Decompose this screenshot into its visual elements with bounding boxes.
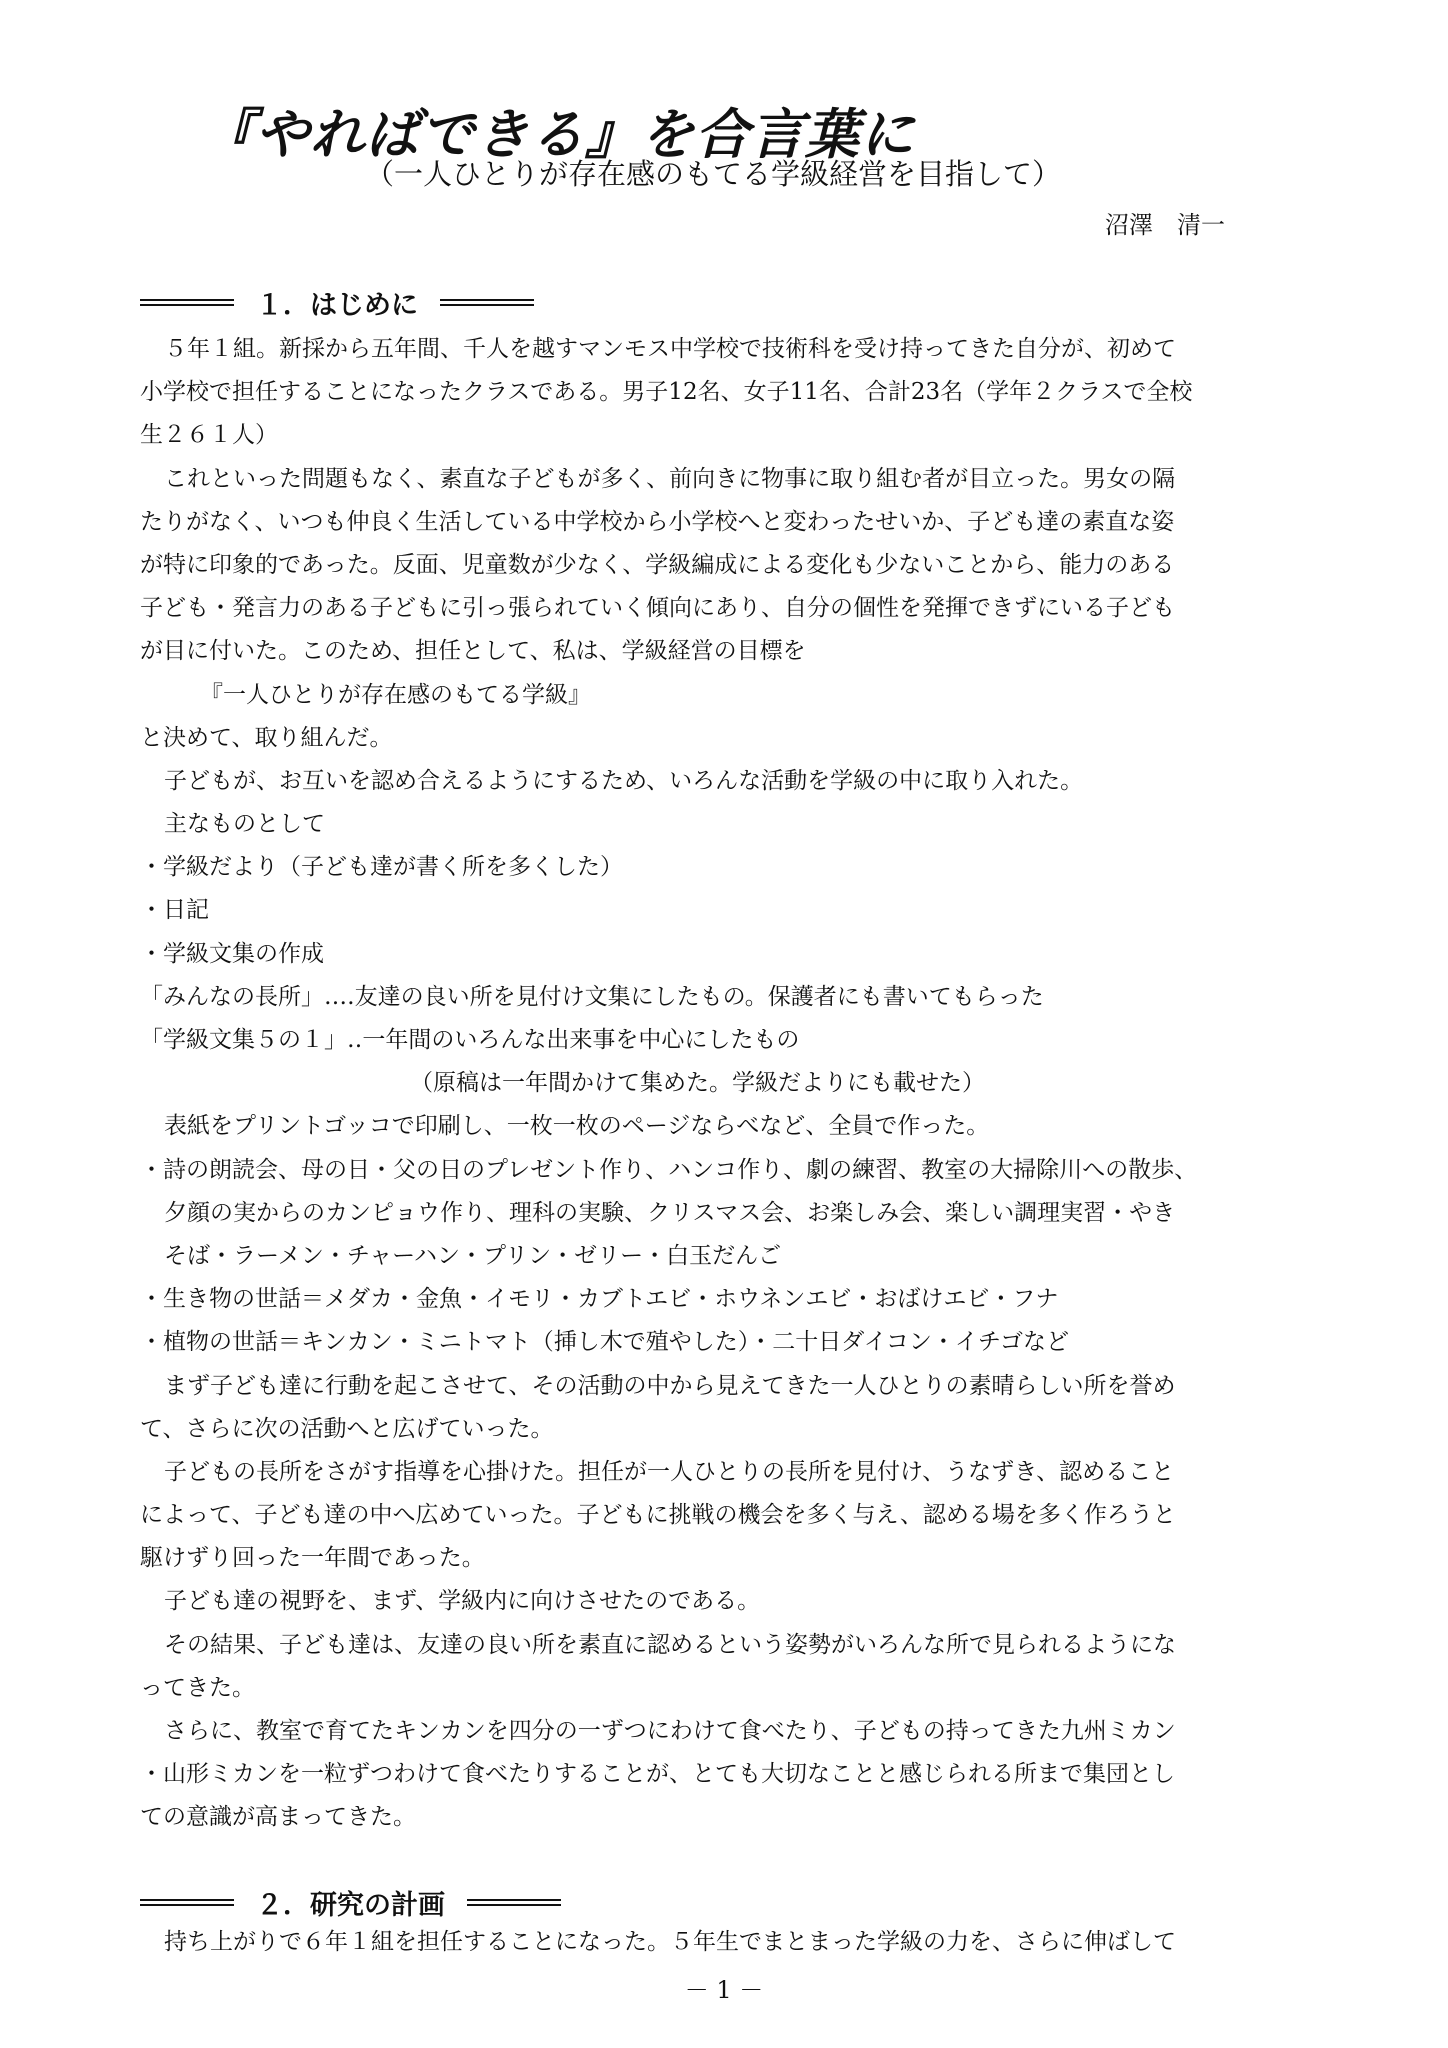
- text-line: 子ども・発言力のある子どもに引っ張られていく傾向にあり、自分の個性を発揮できずにいる子ども: [140, 595, 1175, 622]
- list-item: ・植物の世話＝キンカン・ミニトマト（挿し木で殖やした）・二十日ダイコン・イチゴなど: [140, 1329, 1069, 1356]
- text-line: 駆けずり回った一年間であった。: [140, 1545, 485, 1572]
- text-line: 小学校で担任することになったクラスである。男子12名、女子11名、合計23名（学年２クラスで全校: [140, 379, 1193, 406]
- section1-body: [140, 328, 1320, 1840]
- text-line: 主なものとして: [164, 811, 325, 838]
- section-heading-research-plan: [140, 1882, 561, 1922]
- text-line: 生２６１人）: [140, 422, 278, 449]
- text-line: と決めて、取り組んだ。: [140, 724, 393, 751]
- list-item: ・詩の朗読会、母の日・父の日のプレゼント作り、ハンコ作り、劇の練習、教室の大掃除川への散歩、: [140, 1156, 1198, 1183]
- list-item: ・日記: [140, 897, 209, 924]
- goal-quote: 『一人ひとりが存在感のもてる学級』: [200, 681, 591, 708]
- list-item: ・生き物の世話＝メダカ・金魚・イモリ・カブトエビ・ホウネンエビ・おばけエビ・フナ: [140, 1286, 1059, 1313]
- text-line: 表紙をプリントゴッコで印刷し、一枚一枚のページならべなど、全員で作った。: [164, 1113, 990, 1140]
- list-item: ・学級文集の作成: [140, 940, 324, 967]
- text-line: ５年１組。新採から五年間、千人を越すマンモス中学校で技術科を受け持ってきた自分が、初めて: [164, 336, 1176, 362]
- text-line: 持ち上がりで６年１組を担任することになった。５年生でまとまった学級の力を、さらに伸ばして: [164, 1929, 1176, 1955]
- section-heading-label: ２．研究の計画: [256, 1889, 445, 1921]
- section-heading-introduction: [140, 282, 534, 322]
- list-item-continuation: そば・ラーメン・チャーハン・プリン・ゼリー・白玉だんご: [164, 1242, 782, 1269]
- list-item: 「みんなの長所」‥‥友達の良い所を見付け文集にしたもの。保護者にも書いてもらった: [140, 983, 1044, 1010]
- double-rule-right: [467, 1899, 561, 1906]
- double-rule-left: [140, 1899, 234, 1906]
- section-heading-label: １．はじめに: [256, 289, 418, 321]
- page-number: － 1 －: [684, 1976, 764, 2004]
- text-line: ての意識が高まってきた。: [140, 1804, 416, 1831]
- text-line: が目に付いた。このため、担任として、私は、学級経営の目標を: [140, 638, 806, 665]
- list-item: 「学級文集５の１」‥一年間のいろんな出来事を中心にしたもの: [140, 1027, 800, 1053]
- text-line: たりがなく、いつも仲良く生活している中学校から小学校へと変わったせいか、子ども達の素直な姿: [140, 508, 1175, 535]
- text-line: これといった問題もなく、素直な子どもが多く、前向きに物事に取り組む者が目立った。男女の隔: [164, 465, 1176, 492]
- text-line: 子どもの長所をさがす指導を心掛けた。担任が一人ひとりの長所を見付け、うなずき、認めること: [164, 1458, 1175, 1485]
- double-rule-left: [140, 299, 234, 306]
- text-line: て、さらに次の活動へと広げていった。: [140, 1415, 554, 1442]
- text-line: 子ども達の視野を、まず、学級内に向けさせたのである。: [164, 1588, 761, 1615]
- list-item-note: （原稿は一年間かけて集めた。学級だよりにも載せた）: [410, 1070, 985, 1097]
- list-item: ・学級だより（子ども達が書く所を多くした）: [140, 854, 623, 881]
- text-line: ・山形ミカンを一粒ずつわけて食べたりすることが、とても大切なことと感じられる所まで集団とし: [140, 1761, 1175, 1788]
- section2-body: [140, 1921, 1320, 1964]
- text-line: によって、子ども達の中へ広めていった。子どもに挑戦の機会を多く与え、認める場を多く作ろうと: [140, 1502, 1176, 1529]
- text-line: ってきた。: [140, 1674, 255, 1701]
- text-line: その結果、子ども達は、友達の良い所を素直に認めるという姿勢がいろんな所で見られるようにな: [164, 1631, 1176, 1658]
- document-title: 『やればできる』を合言葉に: [200, 103, 915, 166]
- text-line: 子どもが、お互いを認め合えるようにするため、いろんな活動を学級の中に取り入れた。: [164, 767, 1084, 794]
- text-line: さらに、教室で育てたキンカンを四分の一ずつにわけて食べたり、子どもの持ってきた九州ミカン: [164, 1718, 1176, 1744]
- list-item-continuation: 夕顔の実からのカンピョウ作り、理科の実験、クリスマス会、お楽しみ会、楽しい調理実習・やき: [164, 1199, 1176, 1226]
- document-subtitle: （一人ひとりが存在感のもてる学級経営を目指して）: [365, 157, 1062, 191]
- double-rule-right: [440, 299, 534, 306]
- text-line: まず子ども達に行動を起こさせて、その活動の中から見えてきた一人ひとりの素晴らしい所を誉め: [164, 1372, 1176, 1399]
- author-name: 沼澤 清一: [1105, 211, 1225, 239]
- text-line: が特に印象的であった。反面、児童数が少なく、学級編成による変化も少ないことから、能力のある: [140, 551, 1175, 578]
